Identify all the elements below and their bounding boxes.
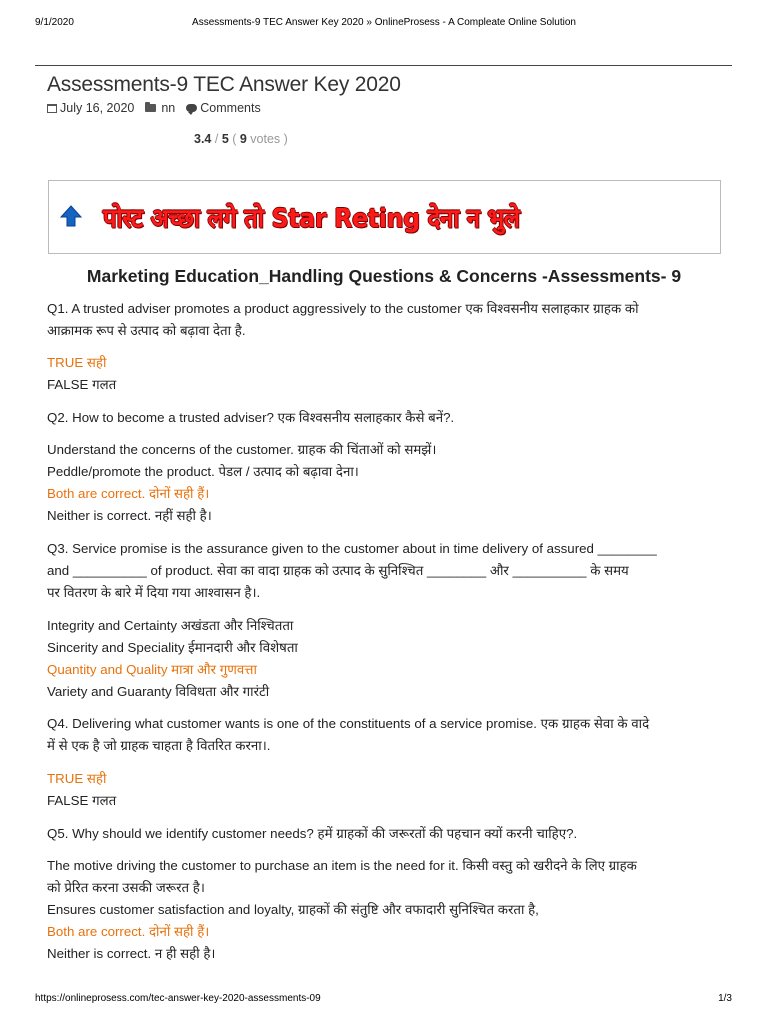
answer-option: Understand the concerns of the customer. ग्राहक की चिंताओं को समझें। <box>47 442 437 457</box>
up-arrow-icon <box>60 205 82 227</box>
comments-link[interactable]: Comments <box>200 101 261 115</box>
question-line: Q5. Why should we identify customer needs? हमें ग्राहकों की जरूरतों की पहचान क्यों करनी चाहिए?. <box>47 826 578 841</box>
answer-option: FALSE गलत <box>47 377 117 392</box>
question-line: आक्रामक रूप से उत्पाद को बढ़ावा देता है. <box>47 323 246 338</box>
banner-text: पोस्ट अच्छा लगे तो Star Reting देना न भुले <box>103 204 520 234</box>
answer-option: Sincerity and Speciality ईमानदारी और विशेषता <box>47 640 298 655</box>
answer-option: Neither is correct. न ही सही है। <box>47 946 216 961</box>
post-title: Assessments-9 TEC Answer Key 2020 <box>47 73 401 96</box>
rating-votes: 9 <box>239 132 247 146</box>
print-header <box>0 17 768 31</box>
rating-score: 3.4 <box>194 132 212 146</box>
answer-option-correct: Both are correct. दोनों सही हैं। <box>47 486 210 501</box>
folder-icon <box>145 104 156 112</box>
answer-option-correct: Quantity and Quality मात्रा और गुणवत्ता <box>47 662 257 677</box>
question-line: and __________ of product. सेवा का वादा ग्राहक को उत्पाद के सुनिश्चित ________ और __________ के समय <box>47 563 629 578</box>
question-line: Q2. How to become a trusted adviser? एक विश्वसनीय सलाहकार कैसे बनें?. <box>47 410 455 425</box>
answer-option: Integrity and Certainty अखंडता और निश्चितता <box>47 618 294 633</box>
question-line: Q4. Delivering what customer wants is one of the constituents of a service promise. एक ग्राहक सेवा के वादे <box>47 716 650 731</box>
print-footer <box>35 993 732 1007</box>
post-meta <box>47 101 261 115</box>
question-line: में से एक है जो ग्राहक चाहता है वितरित करना।. <box>47 738 271 753</box>
comment-icon <box>186 104 197 112</box>
print-page-title: Assessments-9 TEC Answer Key 2020 » OnlineProsess - A Compleate Online Solution <box>192 17 576 28</box>
answer-option-correct: TRUE सही <box>47 771 107 786</box>
rating-summary: 3.4 / 5 ( 9 votes ) <box>194 132 288 146</box>
answer-option: Variety and Guaranty विविधता और गारंटी <box>47 684 270 699</box>
star-rating-banner <box>48 180 721 254</box>
answer-option: Peddle/promote the product. पेडल / उत्पाद को बढ़ावा देना। <box>47 464 359 479</box>
answer-option: The motive driving the customer to purchase an item is the need for it. किसी वस्तु को खरीदने के लिए ग्राहक <box>47 858 637 873</box>
answer-option: FALSE गलत <box>47 793 117 808</box>
print-date: 9/1/2020 <box>35 17 74 28</box>
post-category[interactable]: nn <box>161 101 176 115</box>
answer-option-correct: Both are correct. दोनों सही हैं। <box>47 924 210 939</box>
answer-option: Ensures customer satisfaction and loyalty, ग्राहकों की संतुष्टि और वफादारी सुनिश्चित करता है, <box>47 902 539 917</box>
answer-option: Neither is correct. नहीं सही है। <box>47 508 212 523</box>
question-line: Q1. A trusted adviser promotes a product aggressively to the customer एक विश्वसनीय सलाहकार ग्राहक को <box>47 301 639 316</box>
divider <box>35 65 732 66</box>
rating-max: 5 <box>221 132 229 146</box>
answer-option: को प्रेरित करना उसकी जरूरत है। <box>47 880 205 895</box>
question-line: पर वितरण के बारे में दिया गया आश्वासन है।. <box>47 585 261 600</box>
question-line: Q3. Service promise is the assurance given to the customer about in time delivery of assured ________ <box>47 541 657 556</box>
calendar-icon <box>47 104 57 113</box>
answer-option-correct: TRUE सही <box>47 355 107 370</box>
section-heading: Marketing Education_Handling Questions & Concerns -Assessments- 9 <box>86 266 682 286</box>
print-url[interactable]: https://onlineprosess.com/tec-answer-key-2020-assessments-09 <box>35 993 321 1004</box>
post-date[interactable]: July 16, 2020 <box>60 101 135 115</box>
page-number: 1/3 <box>718 993 732 1004</box>
